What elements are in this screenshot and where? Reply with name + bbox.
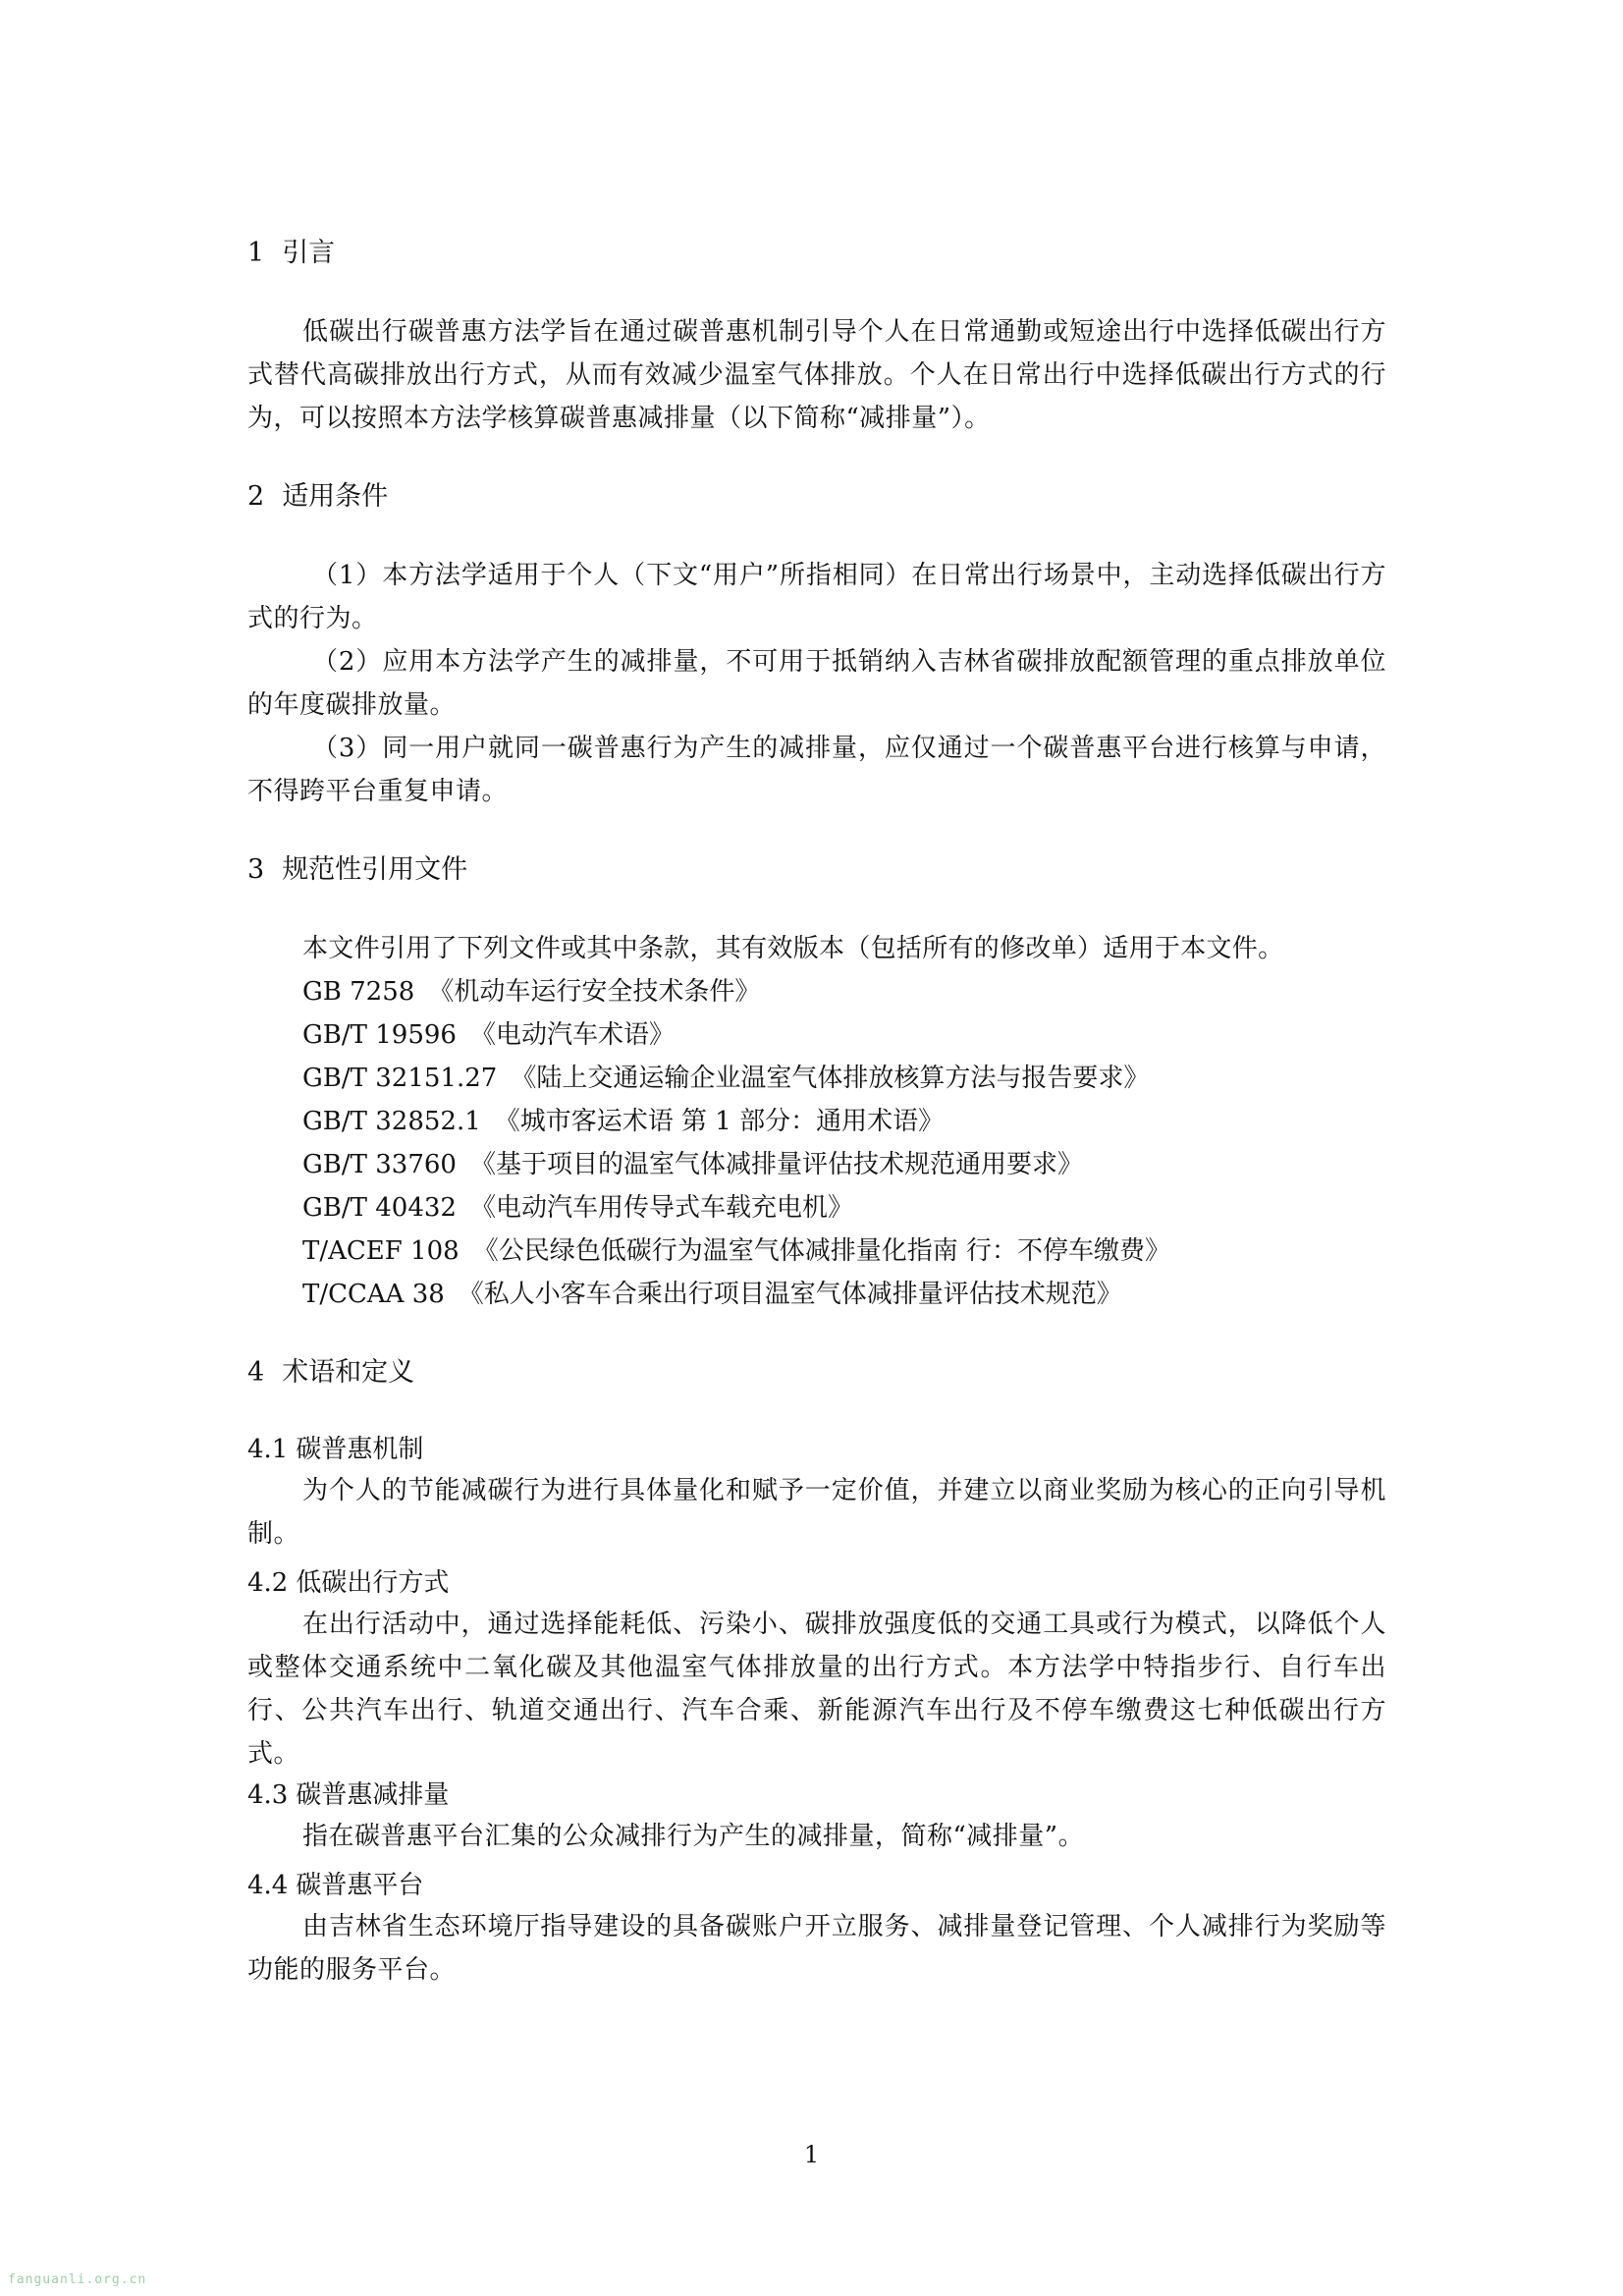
reference-code: GB/T 33760 (302, 1150, 457, 1179)
term-definition: 指在碳普惠平台汇集的公众减排行为产生的减排量，简称“减排量”。 (302, 1822, 1085, 1851)
term-title: 碳普惠减排量 (296, 1780, 450, 1810)
intro-paragraph: 低碳出行碳普惠方法学旨在通过碳普惠机制引导个人在日常通勤或短途出行中选择低碳出行方式替代高碳排放出行方式，从而有效减少温室气体排放。个人在日常出行中选择低碳出行方式的行为，可以按照本方法学核算碳普惠减排量（以下简称“减排量”）。 (247, 317, 1386, 433)
reference-title: 《电动汽车用传导式车载充电机》 (469, 1193, 853, 1223)
reference-item (247, 1013, 1386, 1057)
section-heading-3 (247, 850, 1386, 890)
reference-title: 《机动车运行安全技术条件》 (428, 977, 761, 1007)
condition-item: （3）同一用户就同一碳普惠行为产生的减排量，应仅通过一个碳普惠平台进行核算与申请，不得跨平台重复申请。 (247, 734, 1386, 806)
reference-code: GB/T 32852.1 (302, 1107, 481, 1136)
condition-item: （1）本方法学适用于个人（下文“用户”所指相同）在日常出行场景中，主动选择低碳出行方式的行为。 (247, 561, 1386, 633)
section-number: 3 (247, 854, 265, 885)
section-title: 术语和定义 (282, 1357, 415, 1388)
reference-item (247, 1143, 1386, 1186)
condition-item: （2）应用本方法学产生的减排量，不可用于抵销纳入吉林省碳排放配额管理的重点排放单位的年度碳排放量。 (247, 647, 1386, 720)
term-heading (247, 1430, 1386, 1469)
term-title: 碳普惠平台 (296, 1871, 424, 1900)
document-body (247, 234, 1386, 1992)
term-number: 4.1 (247, 1435, 289, 1464)
section-number: 2 (247, 481, 265, 512)
reference-item (247, 970, 1386, 1013)
reference-title: 《城市客运术语 第 1 部分：通用术语》 (494, 1107, 945, 1136)
section-number: 4 (247, 1357, 265, 1388)
reference-item (247, 1057, 1386, 1100)
section-heading-2 (247, 477, 1386, 517)
term-title: 碳普惠机制 (296, 1435, 424, 1464)
term-heading (247, 1866, 1386, 1905)
section-number: 1 (247, 238, 265, 268)
reference-code: GB/T 19596 (302, 1020, 457, 1050)
section-heading-1 (247, 234, 1386, 273)
reference-title: 《电动汽车术语》 (469, 1020, 675, 1050)
term-number: 4.3 (247, 1780, 289, 1810)
reference-title: 《公民绿色低碳行为温室气体减排量化指南 行：不停车缴费》 (472, 1236, 1170, 1266)
reference-title: 《私人小客车合乘出行项目温室气体减排量评估技术规范》 (458, 1280, 1122, 1309)
section-title: 规范性引用文件 (282, 854, 468, 885)
section-title: 引言 (282, 238, 336, 268)
reference-item (247, 1273, 1386, 1316)
term-definition: 由吉林省生态环境厅指导建设的具备碳账户开立服务、减排量登记管理、个人减排行为奖励等功能的服务平台。 (247, 1912, 1386, 1985)
reference-code: GB 7258 (302, 977, 415, 1007)
term-number: 4.2 (247, 1568, 289, 1598)
references-intro: 本文件引用了下列文件或其中条款，其有效版本（包括所有的修改单）适用于本文件。 (302, 934, 1284, 963)
term-definition: 在出行活动中，通过选择能耗低、污染小、碳排放强度低的交通工具或行为模式，以降低个人或整体交通系统中二氧化碳及其他温室气体排放量的出行方式。本方法学中特指步行、自行车出行、公共汽车出行、轨道交通出行、汽车合乘、新能源汽车出行及不停车缴费这七种低碳出行方式。 (247, 1610, 1386, 1769)
term-title: 低碳出行方式 (296, 1568, 450, 1598)
reference-code: T/CCAA 38 (302, 1280, 445, 1309)
term-number: 4.4 (247, 1871, 289, 1900)
watermark: fanguanli.org.cn (8, 2272, 147, 2287)
reference-title: 《基于项目的温室气体减排量评估技术规范通用要求》 (469, 1150, 1083, 1179)
page-number: 1 (803, 2141, 820, 2168)
term-heading (247, 1563, 1386, 1603)
reference-item (247, 1186, 1386, 1230)
reference-code: T/ACEF 108 (302, 1236, 460, 1266)
section-title: 适用条件 (282, 481, 389, 512)
term-definition: 为个人的节能减碳行为进行具体量化和赋予一定价值，并建立以商业奖励为核心的正向引导机制。 (247, 1476, 1386, 1549)
reference-item (247, 1230, 1386, 1273)
term-heading (247, 1776, 1386, 1815)
reference-item (247, 1100, 1386, 1143)
reference-code: GB/T 32151.27 (302, 1064, 498, 1093)
section-heading-4 (247, 1353, 1386, 1393)
reference-title: 《陆上交通运输企业温室气体排放核算方法与报告要求》 (511, 1064, 1150, 1093)
reference-code: GB/T 40432 (302, 1193, 457, 1223)
